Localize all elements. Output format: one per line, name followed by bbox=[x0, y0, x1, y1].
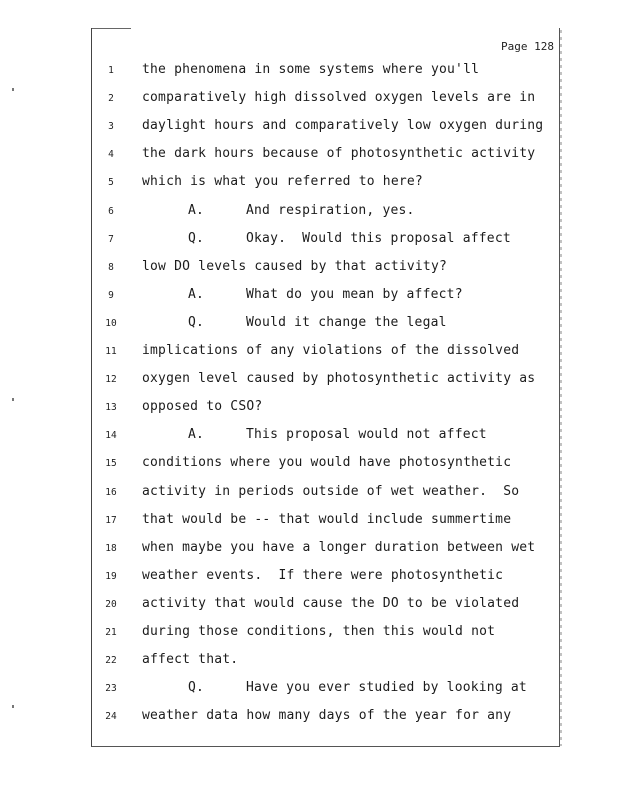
line-text: weather events. If there were photosynthetic bbox=[142, 567, 504, 583]
line-number: 12 bbox=[105, 374, 117, 386]
transcript-line bbox=[91, 90, 558, 110]
line-number: 3 bbox=[108, 121, 114, 133]
line-body: Would it change the legal bbox=[246, 314, 447, 330]
transcript-line bbox=[91, 118, 558, 138]
transcript-line bbox=[91, 484, 558, 504]
line-number: 10 bbox=[105, 317, 117, 329]
transcript-line bbox=[91, 315, 558, 335]
line-body: This proposal would not affect bbox=[246, 427, 487, 443]
line-number: 22 bbox=[105, 655, 117, 667]
transcript-line bbox=[91, 512, 558, 532]
speaker-label: Q. bbox=[188, 230, 205, 246]
transcript-line bbox=[91, 62, 558, 82]
transcript-line bbox=[91, 540, 558, 560]
transcript-line bbox=[91, 203, 558, 223]
line-body: What do you mean by affect? bbox=[246, 286, 463, 302]
line-text: opposed to CSO? bbox=[142, 399, 263, 415]
line-number: 15 bbox=[105, 458, 117, 470]
transcript-line bbox=[91, 399, 558, 419]
transcript-line bbox=[91, 680, 558, 700]
margin-tick bbox=[12, 705, 14, 708]
transcript-line bbox=[91, 427, 558, 447]
transcript-line bbox=[91, 174, 558, 194]
line-text: implications of any violations of the dissolved bbox=[142, 343, 520, 358]
line-text: low DO levels caused by that activity? bbox=[142, 258, 448, 274]
line-text: comparatively high dissolved oxygen levels are in bbox=[142, 90, 536, 106]
line-number: 16 bbox=[105, 486, 117, 498]
speaker-label: A. bbox=[188, 286, 205, 302]
line-text: affect that. bbox=[142, 652, 239, 668]
transcript-line bbox=[91, 259, 558, 279]
line-text bbox=[188, 427, 487, 442]
transcript-line bbox=[91, 596, 558, 616]
line-number: 19 bbox=[105, 570, 117, 582]
speaker-label: A. bbox=[188, 202, 205, 218]
line-number: 23 bbox=[105, 683, 117, 695]
line-text bbox=[188, 231, 511, 246]
transcript-line bbox=[91, 231, 558, 251]
line-number: 2 bbox=[108, 93, 114, 105]
line-number: 9 bbox=[108, 289, 114, 301]
line-number: 18 bbox=[105, 542, 117, 554]
speaker-label: Q. bbox=[188, 680, 205, 696]
line-text: the phenomena in some systems where you'll bbox=[142, 62, 480, 77]
line-number: 7 bbox=[108, 233, 114, 245]
transcript-line bbox=[91, 708, 558, 728]
margin-tick bbox=[12, 398, 14, 401]
line-text: oxygen level caused by photosynthetic activity as bbox=[142, 371, 536, 387]
line-number: 24 bbox=[105, 711, 117, 723]
line-text bbox=[188, 315, 447, 330]
line-text: that would be -- that would include summertime bbox=[142, 511, 512, 527]
line-text: weather data how many days of the year for any bbox=[142, 708, 512, 724]
transcript-line bbox=[91, 455, 558, 475]
line-body: And respiration, yes. bbox=[246, 202, 415, 218]
scan-edge bbox=[560, 30, 562, 746]
line-text: activity that would cause the DO to be violated bbox=[142, 595, 520, 611]
transcript-line bbox=[91, 371, 558, 391]
page-number: Page 128 bbox=[501, 40, 554, 53]
speaker-label: Q. bbox=[188, 314, 205, 330]
line-text bbox=[188, 287, 463, 302]
transcript-line bbox=[91, 624, 558, 644]
line-number: 17 bbox=[105, 514, 117, 526]
line-number: 5 bbox=[108, 177, 114, 189]
line-text: the dark hours because of photosynthetic activity bbox=[142, 146, 536, 162]
line-number: 8 bbox=[108, 261, 114, 273]
line-text: daylight hours and comparatively low oxygen during bbox=[142, 118, 544, 134]
line-number: 13 bbox=[105, 402, 117, 414]
line-number: 11 bbox=[105, 346, 117, 357]
transcript-line bbox=[91, 287, 558, 307]
transcript-line bbox=[91, 568, 558, 588]
margin-tick bbox=[12, 88, 14, 91]
line-text: activity in periods outside of wet weather. So bbox=[142, 483, 520, 499]
transcript-line bbox=[91, 146, 558, 166]
line-text bbox=[188, 680, 527, 695]
line-text: which is what you referred to here? bbox=[142, 174, 423, 190]
line-number: 14 bbox=[105, 430, 117, 442]
line-body: Okay. Would this proposal affect bbox=[246, 230, 511, 246]
line-number: 21 bbox=[105, 627, 117, 638]
line-number: 6 bbox=[108, 205, 114, 217]
line-text: conditions where you would have photosynthetic bbox=[142, 455, 512, 471]
speaker-label: A. bbox=[188, 427, 205, 443]
transcript-line bbox=[91, 652, 558, 672]
line-number: 20 bbox=[105, 598, 117, 610]
line-number: 1 bbox=[108, 65, 114, 76]
line-number: 4 bbox=[108, 149, 114, 161]
transcript-line bbox=[91, 343, 558, 363]
line-body: Have you ever studied by looking at bbox=[246, 680, 527, 696]
line-text: when maybe you have a longer duration between wet bbox=[142, 539, 536, 555]
line-text bbox=[188, 203, 415, 218]
line-text: during those conditions, then this would not bbox=[142, 624, 496, 639]
